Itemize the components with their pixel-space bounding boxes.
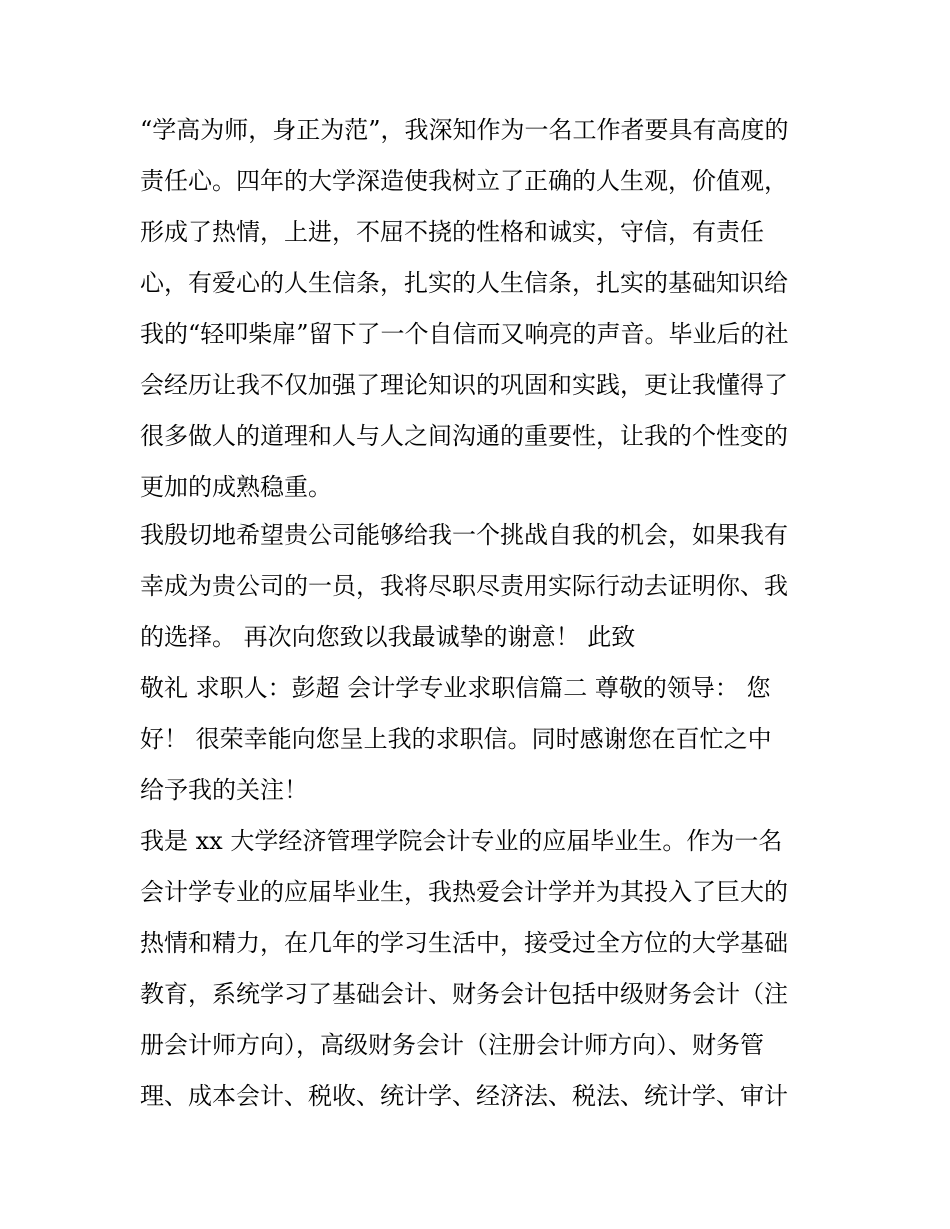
text-line: 教育，系统学习了基础会计、财务会计包括中级财务会计（注 [140,980,788,1008]
text-line: 我殷切地希望贵公司能够给我一个挑战自我的机会，如果我有 [140,521,788,549]
text-line: 会经历让我不仅加强了理论知识的巩固和实践，更让我懂得了 [140,371,788,399]
text-line: 形成了热情，上进，不屈不挠的性格和诚实，守信，有责任 [140,218,764,246]
text-line: 热情和精力，在几年的学习生活中，接受过全方位的大学基础 [140,929,788,957]
text-line: 册会计师方向），高级财务会计（注册会计师方向）、财务管 [140,1031,764,1059]
text-line: “学高为师，身正为范”，我深知作为一名工作者要具有高度的 [140,116,789,144]
text-line: 好！ 很荣幸能向您呈上我的求职信。同时感谢您在百忙之中 [140,725,772,753]
text-line: 更加的成熟稳重。 [140,473,332,501]
text-line: 的选择。 再次向您致以我最诚挚的谢意！ 此致 [140,623,636,651]
text-line: 理、成本会计、税收、统计学、经济法、税法、统计学、审计 [140,1082,788,1110]
text-line: 我是 xx 大学经济管理学院会计专业的应届毕业生。作为一名 [140,827,783,855]
text-line: 给予我的关注！ [140,776,308,804]
text-line: 我的“轻叩柴扉”留下了一个自信而又响亮的声音。毕业后的社 [140,320,789,348]
text-line: 很多做人的道理和人与人之间沟通的重要性，让我的个性变的 [140,422,788,450]
text-line: 心，有爱心的人生信条，扎实的人生信条，扎实的基础知识给 [140,269,788,297]
text-line: 幸成为贵公司的一员，我将尽职尽责用实际行动去证明你、我 [140,572,788,600]
text-line: 敬礼 求职人：彭超 会计学专业求职信篇二 尊敬的领导： 您 [140,674,771,702]
text-line: 责任心。四年的大学深造使我树立了正确的人生观，价值观， [140,167,788,195]
text-line: 会计学专业的应届毕业生，我热爱会计学并为其投入了巨大的 [140,878,788,906]
